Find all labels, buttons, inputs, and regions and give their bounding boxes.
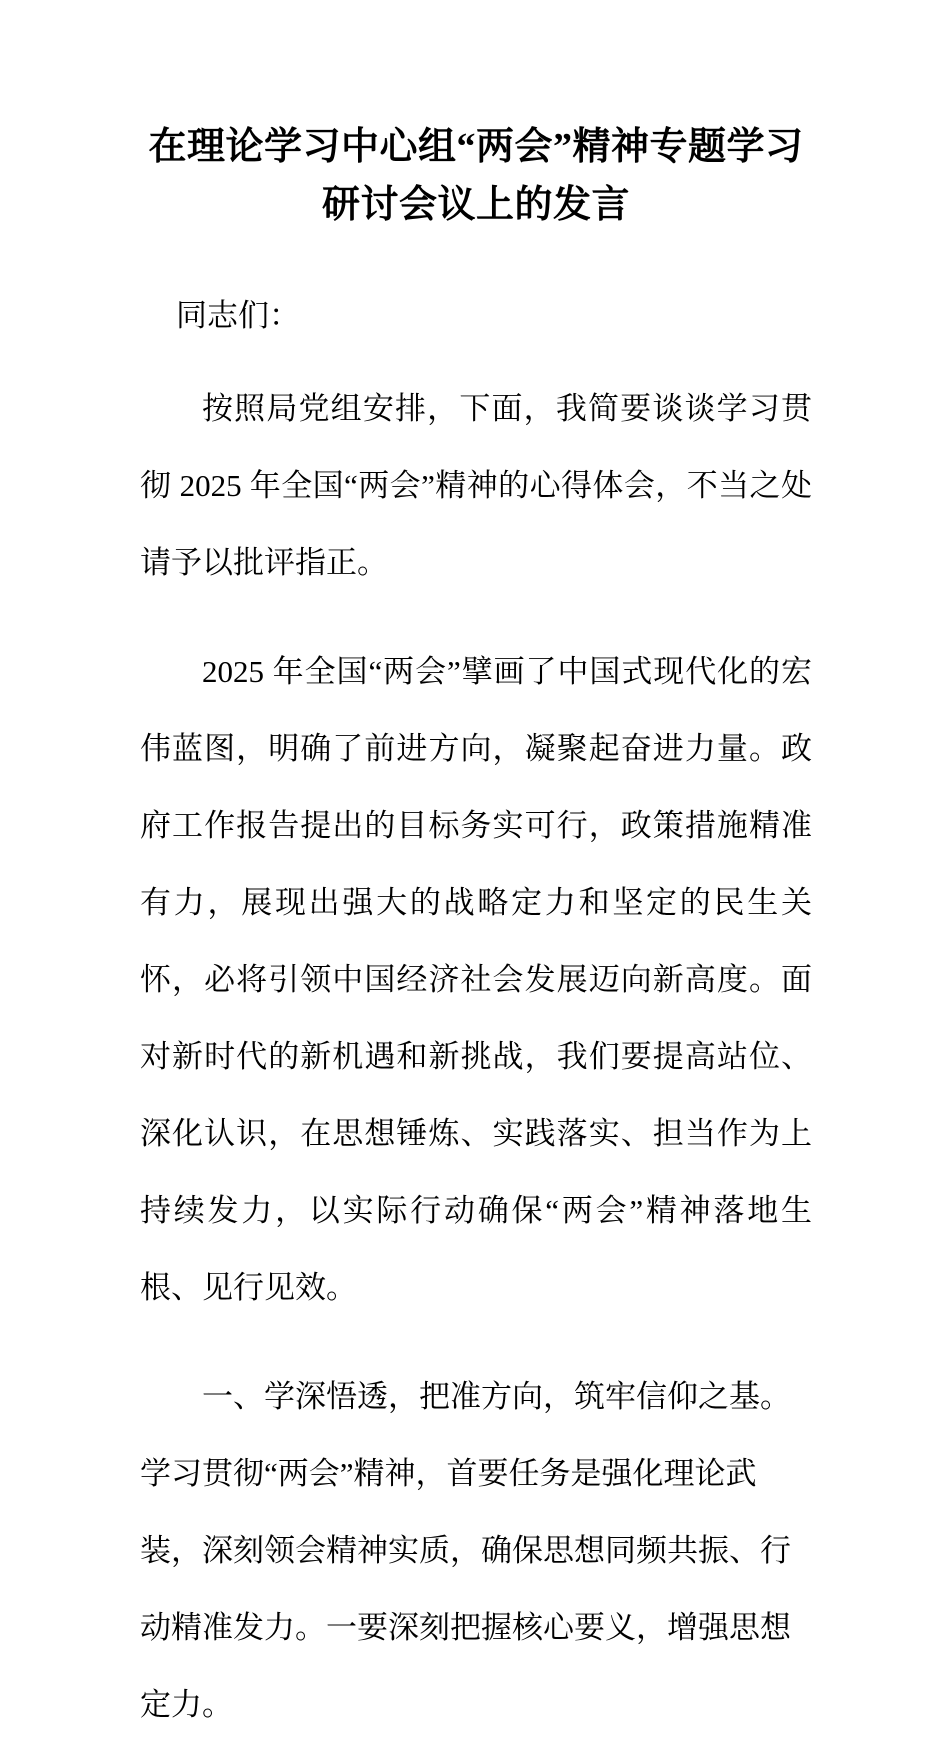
page-title-line-1: 在理论学习中心组“两会”精神专题学习 bbox=[148, 126, 804, 168]
page-title-line-2: 研讨会议上的发言 bbox=[321, 184, 630, 226]
document-body bbox=[140, 0, 812, 1743]
body-paragraph-1: 按照局党组安排，下面，我简要谈谈学习贯彻 2025 年全国“两会”精神的心得体会，不当之处请予以批评指正。 bbox=[140, 391, 812, 580]
page-title bbox=[140, 0, 812, 234]
salutation: 同志们： bbox=[176, 298, 300, 333]
body-paragraph-3: 一、学深悟透，把准方向，筑牢信仰之基。学习贯彻“两会”精神，首要任务是强化理论武装，深刻领会精神实质，确保思想同频共振、行动精准发力。一要深刻把握核心要义，增强思想定力。 bbox=[140, 1379, 791, 1722]
body-paragraph-2: 2025 年全国“两会”擘画了中国式现代化的宏伟蓝图，明确了前进方向，凝聚起奋进力量。政府工作报告提出的目标务实可行，政策措施精准有力，展现出强大的战略定力和坚定的民生关怀，必将引领中国经济社会发展迈向新高度。面对新时代的新机遇和新挑战，我们要提高站位、深化认识，在思想锤炼、实践落实、担当作为上持续发力，以实际行动确保“两会”精神落地生根、见行见效。 bbox=[140, 654, 812, 1305]
